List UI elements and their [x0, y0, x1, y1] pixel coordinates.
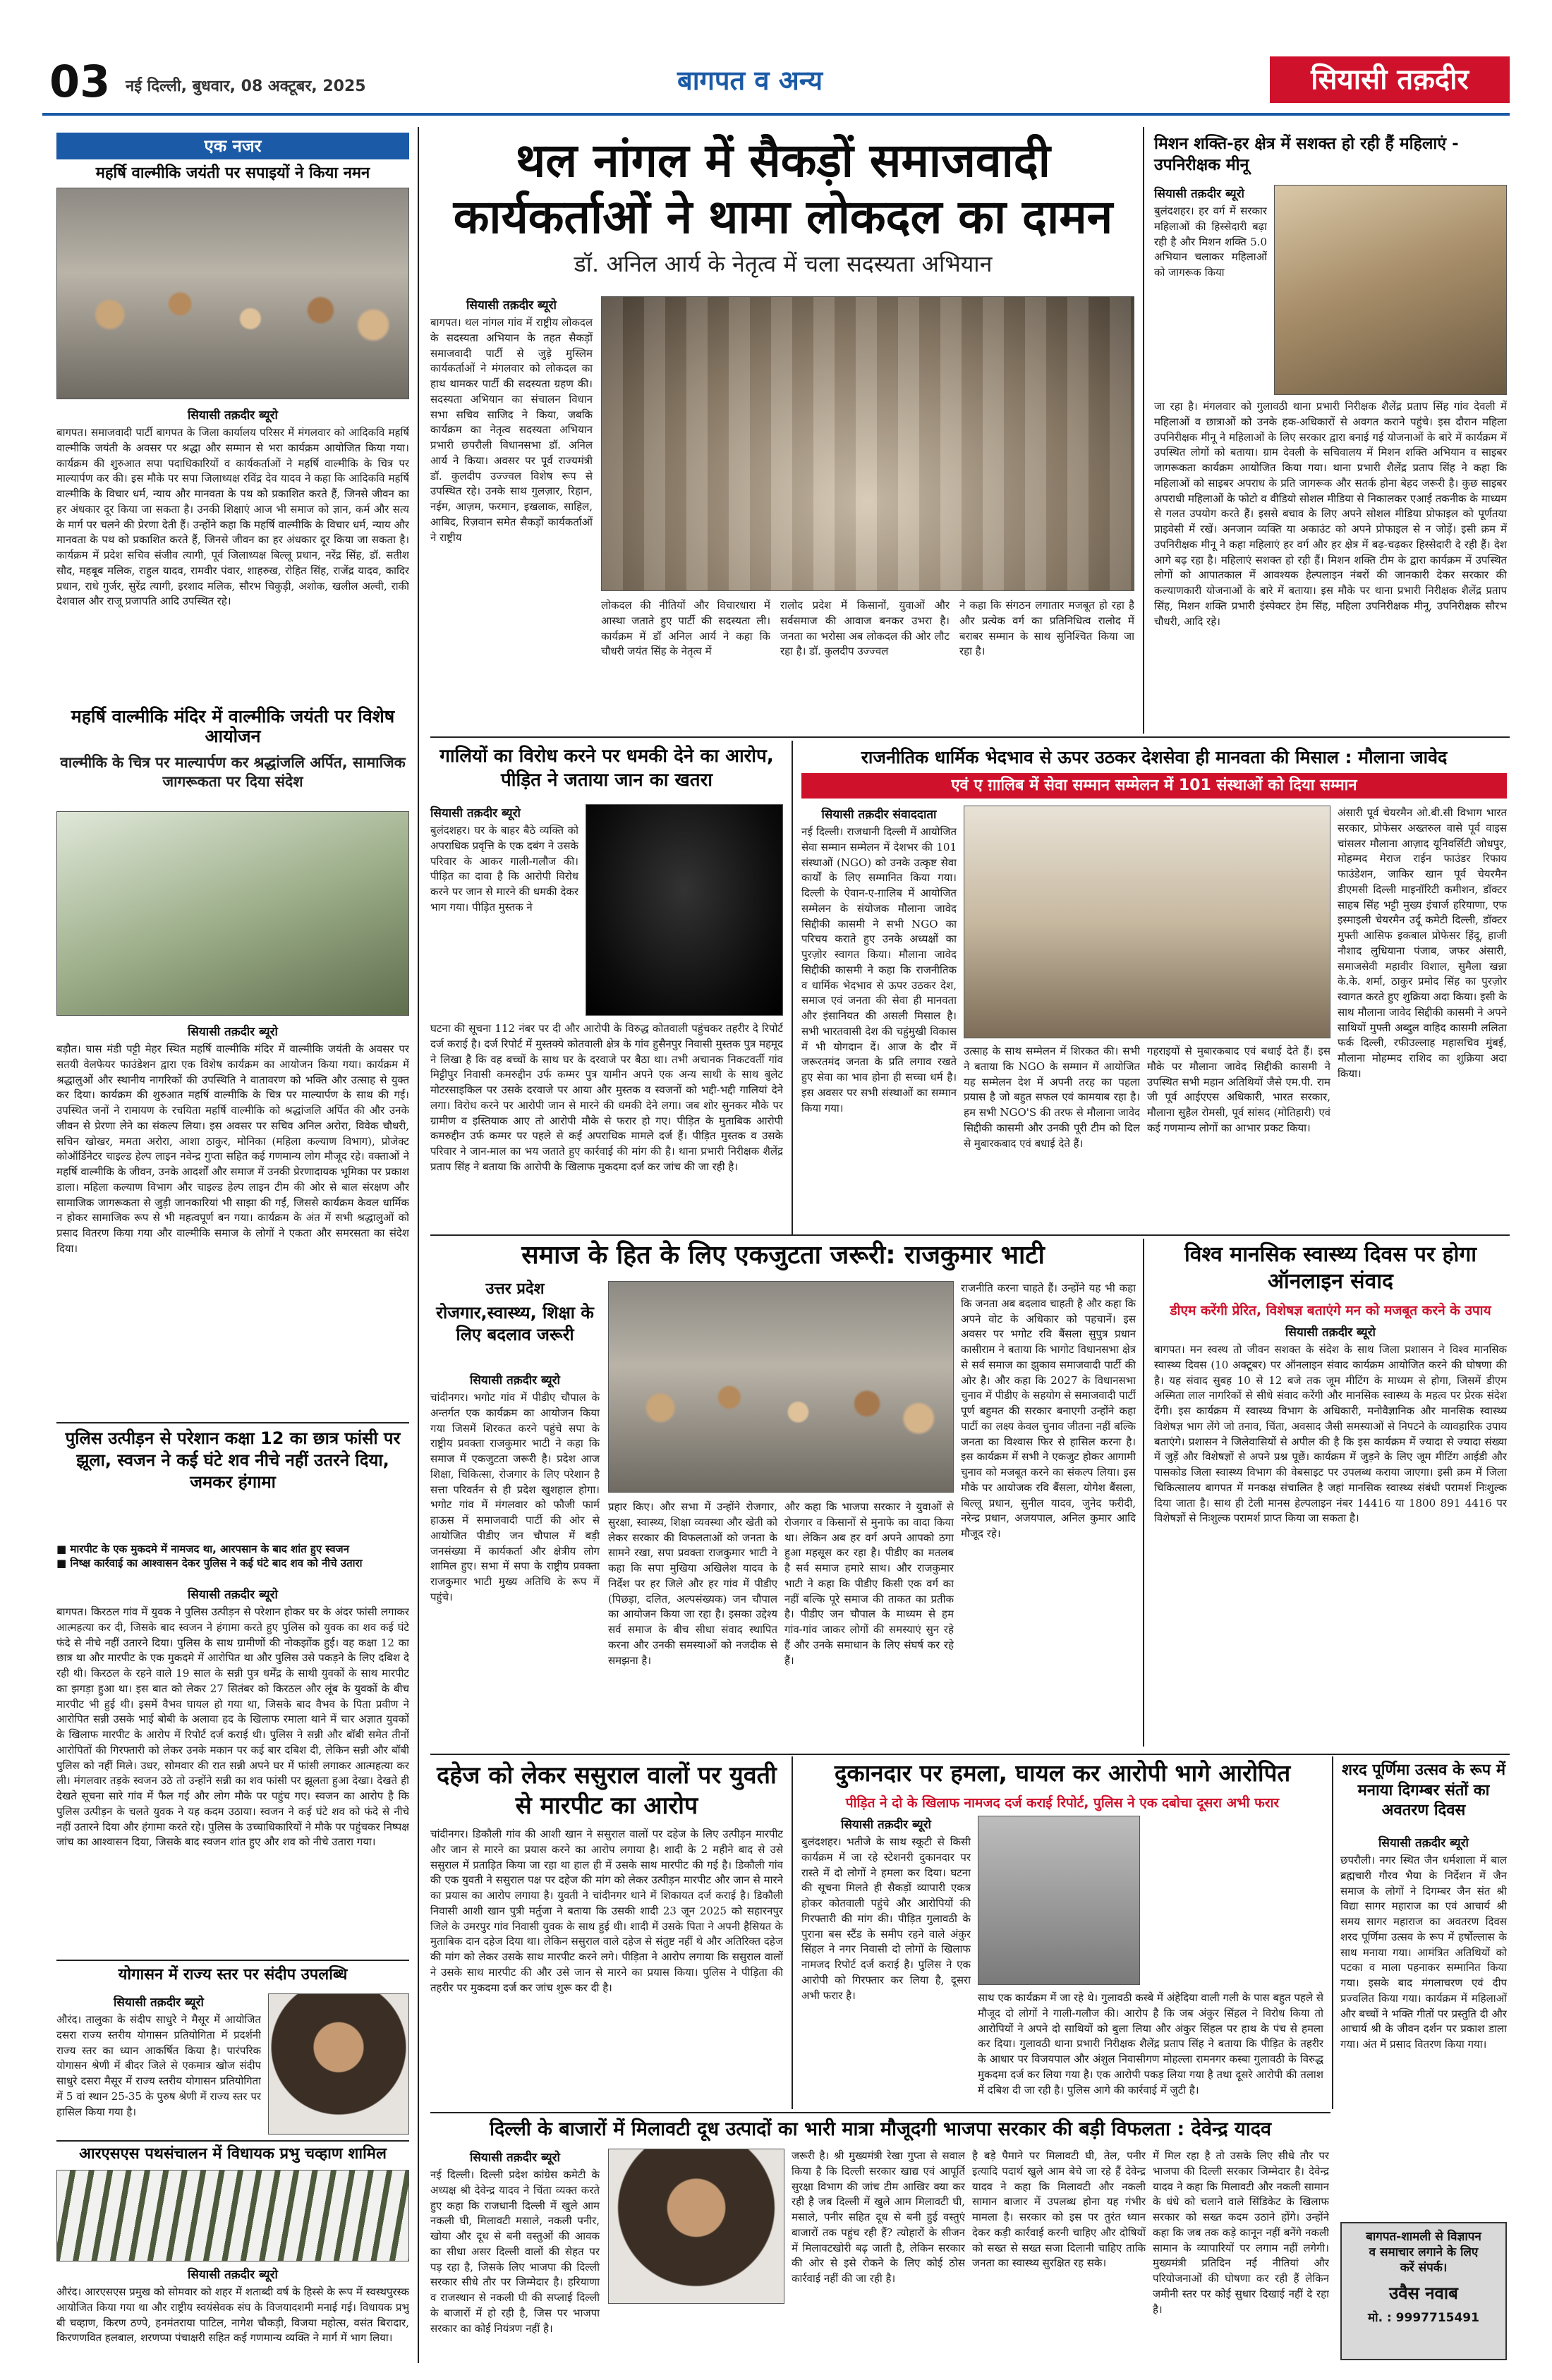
javed-subtitle: एवं ए ग़ालिब में सेवा सम्मान सम्मेलन में 101 संस्थाओं को दिया सम्मान	[801, 773, 1507, 799]
dukan-byline: सियासी तक़दीर ब्यूरो	[841, 1818, 931, 1832]
ad-line-1: बागपत-शामली से विज्ञापन	[1366, 2230, 1481, 2244]
milawat-article-col-1	[430, 2149, 600, 2360]
ek-nazar-byline: सियासी तक़दीर ब्यूरो	[188, 408, 278, 423]
rss-article	[56, 2266, 409, 2357]
mission-title: मिशन शक्ति-हर क्षेत्र में सशक्त हो रही हैं महिलाएं - उपनिरीक्षक मीनू	[1154, 135, 1459, 174]
milawat-title: दिल्ली के बाजारों में मिलावटी दूध उत्पादों का भारी मात्रा मौजूदगी भाजपा सरकार की बड़ी विफलता : देवेन्द्र यादव	[489, 2118, 1272, 2140]
lead-byline: सियासी तक़दीर ब्यूरो	[466, 298, 557, 312]
ad-line-2: व समाचार लगाने के लिए	[1369, 2245, 1479, 2260]
dahej-right-rule	[792, 1756, 793, 2109]
dateline: नई दिल्ली, बुधवार, 08 अक्टूबर, 2025	[126, 78, 366, 95]
rss-body: औरंद। आरएसएस प्रमुख को सोमवार को शहर में शताब्दी वर्ष के हिस्से के रूप में स्वस्थपुरस्क आयोजित किया गया था और राष्ट्रीय स्वयंसेवक संघ के विजयादशमी मनाई गई। विधायक प्रभु बी चव्हाण, किरण ठण्पे, हनमंतराया पाटिल, नागेश चौकड़ी, विजया महोत्स, वसंत बिरादार, किरणणवित हलबाल, शरणप्पा पंचाक्षरी सहित कई गणमान्य व्यक्ति ने मार्ग में भाग लिया।	[56, 2285, 409, 2345]
mission-body-wide: जा रहा है। मंगलवार को गुलावठी थाना प्रभारी निरीक्षक शैलेंद्र प्रताप सिंह गांव देवली में महिलाओं व छात्राओं को उनके हक-अधिकारों से अवगत कराने पहुंचे। इस दौरान महिला उपनिरीक्षक मीनू ने महिलाओं के लिए सरकार द्वारा बनाई गई योजनाओं के बारे में कार्यक्रम में उपस्थित लोगों को बताया। ग्राम देवली के सचिवालय में मिशन शक्ति अभियान व साइबर जागरूकता कार्यक्रम आयोजित किया गया। थाना प्रभारी शैलेंद्र प्रताप सिंह ने कहा कि महिलाओं को साइबर अपराध के प्रति जागरूक और सतर्क होना बेहद जरूरी है। कुछ साइबर अपराधी महिलाओं के फोटो व वीडियो सोशल मीडिया से निकालकर एआई तकनीक के माध्यम से गलत उपयोग करते हैं। इससे बचाव के लिए अपने सोशल मीडिया प्रोफाइल को पूर्णतया प्राइवेसी में रखें। अनजान व्यक्ति या अकाउंट को अपने प्रोफाइल से न जोड़ें। इसी क्रम में उपनिरीक्षक मीनू ने कहा महिलाएं हर वर्ग और हर क्षेत्र में बढ़-चढ़कर हिस्सेदारी दे रही हैं। देश आगे बढ़ रहा है। महिलाएं सशक्त हो रही हैं। मिशन शक्ति टीम के द्वारा कार्यक्रम में उपस्थित लोगों को आपातकाल में आवश्यक हेल्पलाइन नंबरों की जानकारी देकर सरकार की कल्याणकारी योजनाओं के बारे में बताया। इस मौके पर थाना प्रभारी निरीक्षक शैलेंद्र प्रताप सिंह, मिशन शक्ति प्रभारी इंस्पेक्टर हेम सिंह, महिला उपनिरीक्षक मीनू, उपनिरीक्षक सौरभ चौधरी, आदि रहे।	[1154, 400, 1507, 628]
milawat-byline: सियासी तक़दीर ब्यूरो	[470, 2151, 560, 2165]
valmiki-mandir-subtitle: वाल्मीकि के चित्र पर माल्यार्पण कर श्रद्धांजलि अर्पित, सामाजिक जागरूकता पर दिया संदेश	[60, 754, 406, 791]
rss-photo	[56, 2170, 409, 2261]
lead-right-rule	[1143, 127, 1144, 734]
left-column-rule	[418, 127, 419, 2363]
galiyon-byline: सियासी तक़दीर ब्यूरो	[430, 806, 521, 820]
dahej-body: चांदीनगर। डिकौली गांव की आशी खान ने ससुराल वालों पर दहेज के लिए उत्पीड़न मारपीट और जान से मारने का प्रयास करने का आरोप लगाया है। शादी के 2 महीने बाद से उसे ससुराल में प्रताड़ित किया जा रहा था हाल ही में उसके साथ मारपीट की गई है। डिकौली गांव की एक युवती ने ससुराल पक्ष पर दहेज की मांग को लेकर उत्पीड़न मारपीट और जान से मारने का प्रयास का आरोप लगाया है। युवती ने चांदीनगर थाने में शिकायत दर्ज कराई है। डिकौली निवासी आशी खान पुत्री मर्तुजा ने बताया कि उसकी शादी 23 जून 2025 को सहारनपुर जिले के उमरपुर गांव निवासी युवक के साथ हुई थी। शादी में उसके पिता ने अपनी हैसियत के मुताबिक दान दहेज दिया था। लेकिन ससुराल वाले दहेज से संतुष्ट नहीं थे और अतिरिक्त दहेज की मांग को लेकर उसके साथ मारपीट करने लगे। पीड़िता ने आरोप लगाया कि ससुराल वालों ने उसके साथ मारपीट की और उसे जान से मारने का प्रयास किया। पुलिस ने पीड़िता की तहरीर पर मुकदमा दर्ज कर जांच शुरू कर दी है।	[430, 1828, 783, 1994]
left-divider-1	[56, 1422, 409, 1423]
lead-article-col-1	[430, 296, 593, 730]
rajkumar-kicker-1: उत्तर प्रदेश	[485, 1280, 545, 1298]
fansi-byline: सियासी तक़दीर ब्यूरो	[188, 1588, 278, 1602]
lead-headline-1: थल नांगल में सैकड़ों समाजवादी	[516, 133, 1050, 188]
mission-byline: सियासी तक़दीर ब्यूरो	[1154, 187, 1244, 201]
javed-body-b: उत्साह के साथ सम्मेलन में शिरकत की। सभी ने बताया कि NGO के सम्मान में आयोजित यह सम्मेलन देश में अपनी तरह का पहला प्रयास है जो बहुत सफल एवं कामयाब रहा है। हम सभी NGO'S की तरफ से मौलाना जावेद सिद्दीकी कासमी और उनकी पूरी टीम को दिल से मुबारकबाद एवं बधाई देते हैं।	[964, 1045, 1140, 1150]
rajkumar-body-c: और कहा कि भाजपा सरकार ने युवाओं से रोजगार व किसानों से मुनाफे का वादा किया था। लेकिन अब हर वर्ग अपने आपको ठगा हुआ महसूस कर रहा है। पीडीए का मतलब है सर्व समाज हमारे साथ। और राजकुमार भाटी ने कहा कि पीडीए किसी एक वर्ग का नहीं बल्कि पूरे समाज की ताकत का प्रतीक है। पीडीए जन चौपाल के माध्यम से हम गांव-गांव जाकर लोगों की समस्याएं सुन रहे हैं और उनके समाधान के लिए संघर्ष कर रहे हैं।	[784, 1500, 954, 1667]
galiyon-right-rule	[792, 741, 793, 1234]
yoga-byline: सियासी तक़दीर ब्यूरो	[114, 1996, 204, 2010]
ek-nazar-title: महर्षि वाल्मीकि जयंती पर सपाइयों ने किया नमन	[95, 164, 370, 182]
javed-body-d: अंसारी पूर्व चेयरमैन ओ.बी.सी विभाग भारत सरकार, प्रोफेसर अख्तरुल वासे पूर्व वाइस चांसलर मौलाना आज़ाद यूनिवर्सिटी जोधपुर, मोहम्मद मेराज राईन फाउंडर रिफाय फाउंडेशन, जाकिर खान पूर्व चेयरमैन डीएमसी दिल्ली माइनॉरिटी कमीशन, डॉक्टर साहब सिंह भट्टी मुख्य इंचार्ज हरियाणा, एफ इस्माइली चेयरमैन उर्दू कमेटी दिल्ली, डॉक्टर मुफ्ती आसिफ इकबाल प्रोफेसर हिंदू, हाजी नौशाद लुधियाना पंजाब, जफर अंसारी, समाजसेवी महावीर विशाल, सुमैला खन्ना के.के. शर्मा, ठाकुर प्रमोद सिंह का पुरज़ोर स्वागत करते हुए शुक्रिया अदा किया। इसी के साथ मौलाना जावेद सिद्दीकी कासमी ने अपने साथियों मुफ्ती अब्दुल वाहिद कासमी ललिता फर्क दिल्ली, रफीउल्लाह महासचिव मुंबई, मौलाना मोहम्मद राशिद का शुक्रिया अदा किया।	[1338, 806, 1507, 1080]
rajkumar-body-d: राजनीति करना चाहते हैं। उन्होंने यह भी कहा कि जनता अब बदलाव चाहती है और कहा कि अपने वोट के अधिकार को पहचानें। इस अवसर पर भगोट रवि बैंसला सुपुत्र प्रधान कासीराम ने बताया कि भागोट विधानसभा क्षेत्र से सर्व समाज का झुकाव समाजवादी पार्टी की ओर है। और कहा कि 2027 के विधानसभा चुनाव में पीडीए के सहयोग से समाजवादी पार्टी पूर्ण बहुमत की सरकार बनाएगी उन्होंने कहा पार्टी का लक्ष्य केवल चुनाव जीतना नहीं बल्कि जनता का विश्वास फिर से हासिल करना है। इस कार्यक्रम में सभी ने एकजुट होकर आगामी चुनाव को मजबूत करने का संकल्प लिया। इस मौके पर आयोजक रवि बैंसला, योगेश बैंसला, बिल्लू प्रधान, सुनील यादव, जुनेद फरीदी, नरेन्द्र प्रधान, अजयपाल, अनिल कुमार आदि मौजूद रहे।	[961, 1282, 1136, 1540]
rajkumar-right-rule	[1143, 1239, 1144, 1747]
valmiki-mandir-title: महर्षि वाल्मीकि मंदिर में वाल्मीकि जयंती पर विशेष आयोजन	[71, 706, 395, 746]
yoga-photo	[268, 1993, 409, 2135]
dukan-body-b: साथ एक कार्यक्रम में जा रहे थे। गुलावठी कस्बे में अंहेदिया वाली गली के पास बहुत पहले से मौजूद दो लोगों ने गाली-गलौज की। आरोप है कि जब अंकुर सिंहल ने विरोध किया तो आरोपियों ने अपने दो साथियों को बुला लिया और अंकुर सिंहल पर हाथ के पंच से हमला कर दिया। गुलावठी थाना प्रभारी निरीक्षक शैलेंद्र प्रताप सिंह ने बताया कि पीड़ित के तहरीर के आधार पर विजयपाल और अंशुल निवासीगण मोहल्ला रामनगर कस्बा गुलावठी के विरुद्ध मुकदमा दर्ज कर लिया गया है। एक आरोपी पकड़ लिया गया है तथा दूसरे आरोपी की तलाश में दबिश दी जा रही है। पुलिस आगे की कार्रवाई में जुटी है।	[978, 1991, 1323, 2096]
milawat-body-a: नई दिल्ली। दिल्ली प्रदेश कांग्रेस कमेटी के अध्यक्ष श्री देवेन्द्र यादव ने चिंता व्यक्त करते हुए कहा कि राजधानी दिल्ली में खुले आम नकली घी, मिलावटी मसाले, नकली पनीर, खोया और दूध से बनी वस्तुओं की आवक का सीधा असर दिल्ली वालों की सेहत पर पड़ रहा है, जिसके लिए भाजपा की दिल्ली सरकार सीधे तौर पर जिम्मेदार है। हरियाणा व राजस्थान से नकली घी की सप्लाई दिल्ली के बाजारों में हो रही है, जिस पर भाजपा सरकार का कोई नियंत्रण नहीं है।	[430, 2168, 600, 2335]
row4-bottom-rule	[430, 2112, 1330, 2113]
fansi-article	[56, 1586, 409, 1953]
rajkumar-body-b: प्रहार किए। और सभा में उन्होंने रोजगार, सुरक्षा, स्वास्थ्य, शिक्षा व्यवस्था और खेती को लेकर सरकार की विफलताओं को जनता के सामने रखा, सपा प्रवक्ता राजकुमार भाटी ने कहा कि सपा मुखिया अखिलेश यादव के निर्देश पर हर जिले और हर गांव में पीडीए (पिछड़ा, दलित, अल्पसंख्यक) जन चौपाल का आयोजन किया जा रहा है। इसका उद्देश्य सर्व समाज के बीच सीधा संवाद स्थापित करना और उनकी समस्याओं को नजदीक से समझना है।	[608, 1500, 777, 1667]
ad-line-3: करें संपर्क।	[1400, 2261, 1448, 2276]
vishwa-subtitle: डीएम करेंगी प्रेरित, विशेषज्ञ बताएंगे मन को मजबूत करने के उपाय	[1170, 1303, 1491, 1318]
page-number: 03	[49, 56, 111, 107]
ek-nazar-label: एक नजर	[56, 133, 409, 159]
fansi-bullets	[56, 1542, 409, 1570]
rajkumar-byline: सियासी तक़दीर ब्यूरो	[470, 1373, 560, 1388]
galiyon-body-wide: घटना की सूचना 112 नंबर पर दी और आरोपी के विरुद्ध कोतवाली पहुंचकर तहरीर दे रिपोर्ट दर्ज कराई है। दर्ज रिपोर्ट में मुस्तक्ये कोतवाली क्षेत्र के गांव हुसैनपुर निवासी मुस्तक पुत्र महमूद ने लिखा है कि वह बच्चों के साथ घर के दरवाजे पर बैठा था। तभी अचानक निकटवर्ती गांव मिट्टीपुर निवासी कमरुद्दीन उर्फ कम्मर पुत्र यामीन अपने एक अन्य साथी के साथ बुलेट मोटरसाइकिल पर उसके दरवाजे पर आया और मुस्तक व स्वजनों को भद्दी-भद्दी गालियां देने लगा। विरोध करने पर आरोपी जान से मारने की धमकी देने लगा। जब शोर सुनकर मौके पर ग्रामीण व इस्तियाक आए तो आरोपी मौके से फरार हो गए। पीड़ित के मुताबिक आरोपी कमरुद्दीन उर्फ कम्मर पर पहले से कई अपराधिक मामले दर्ज हैं। पीड़ित मुस्तक व उसके परिवार ने जान-माल का भय जताते हुए कार्रवाई की मांग की है। थाना प्रभारी निरीक्षक शैलेंद्र प्रताप सिंह ने बताया कि आरोपी के खिलाफ मुकदमा दर्ज कर जांच की जा रही है।	[430, 1022, 783, 1173]
ad-name: उवैस नवाब	[1389, 2283, 1458, 2304]
milawat-body-d: में मिल रहा है तो उसके लिए सीधे तौर पर भाजपा की दिल्ली सरकार जिम्मेदार है। देवेन्द्र यादव ने कहा कि मिलावटी और नकली सामान के धंधे को चलाने वाले सिंडिकेट के खिलाफ सरकार को सख्त कदम उठाने होंगे। उन्होंने कहा कि जब तक कड़े कानून नहीं बनेंगे नकली सामान के व्यापारियों पर लगाम नहीं लगेगी। मुख्यमंत्री प्रतिदिन नई नीतियां और परियोजनाओं की घोषणा कर रही हैं लेकिन जमीनी स्तर पर कोई सुधार दिखाई नहीं दे रहा है।	[1153, 2149, 1329, 2316]
javed-photo	[964, 806, 1330, 1038]
rajkumar-title: समाज के हित के लिए एकजुटता जरूरी: राजकुमार भाटी	[521, 1241, 1045, 1270]
ad-box	[1340, 2222, 1507, 2360]
fansi-title: पुलिस उत्पीड़न से परेशान कक्षा 12 का छात्र फांसी पर झूला, स्वजन ने कई घंटे शव नीचे नहीं उतरने दिया, जमकर हंगामा	[65, 1428, 401, 1493]
ek-nazar-body: बागपत। समाजवादी पार्टी बागपत के जिला कार्यालय परिसर में मंगलवार को आदिकवि महर्षि वाल्मीकि जयंती के अवसर पर श्रद्धा और सम्मान से भरा कार्यक्रम आयोजित किया गया। कार्यक्रम की शुरुआत सपा पदाधिकारियों व कार्यकर्ताओं ने महर्षि वाल्मीकि के चित्र पर माल्यार्पण कर की। इस मौके पर सपा जिलाध्यक्ष रविंद्र देव यादव ने कहा कि आदिकवि महर्षि वाल्मीकि के विचार धर्म, न्याय और मानवता के पथ को प्रकाशित करते हैं, जिनसे जीवन का हर अंधकार दूर किया जा सकता है। उनकी शिक्षाएं आज भी समाज को ज्ञान, कर्म और सत्य के मार्ग पर चलने की प्रेरणा देती हैं। उन्होंने कहा कि महर्षि वाल्मीकि के विचार धर्म, न्याय और मानवता के पथ को प्रकाशित करते हैं, जिनसे जीवन का हर अंधकार दूर किया जा सकता है। कार्यक्रम में प्रदेश सचिव संजीव त्यागी, पूर्व जिलाध्यक्ष बिल्लू प्रधान, नरेंद्र सिंह, डॉ. सतीश सौद, महबूब मलिक, राहुल यादव, रामवीर पंवार, शाहरुख, रोहित सिंह, राजेंद्र यादव, कादिर प्रधान, राधे गुर्जर, सुरेंद्र त्यागी, इरशाद मलिक, सौरभ चिकुड़ी, अशोक, खलील अल्वी, राकी देशवाल और राजू प्रजापति आदि उपस्थित रहे।	[56, 426, 409, 608]
rajkumar-kicker-2: रोजगार,स्वास्थ्य, शिक्षा के लिए बदलाव जरूरी	[436, 1303, 594, 1345]
dukan-title: दुकानदार पर हमला, घायल कर आरोपी भागे आरोपित	[834, 1759, 1291, 1787]
vishwa-byline: सियासी तक़दीर ब्यूरो	[1285, 1325, 1376, 1340]
sharad-title: शरद पूर्णिमा उत्सव के रूप में मनाया दिगम्बर संतों का अवतरण दिवस	[1342, 1761, 1505, 1820]
mission-photo	[1274, 185, 1507, 395]
dukan-article-col-1	[801, 1816, 971, 2105]
dukan-photo	[978, 1816, 1140, 1985]
javed-byline: सियासी तक़दीर संवाददाता	[821, 808, 937, 822]
milawat-photo	[608, 2149, 784, 2304]
milawat-body-c: है बड़े पैमाने पर मिलावटी घी, तेल, पनीर इत्यादि पदार्थ खुले आम बेचे जा रहे हैं देवेन्द्र यादव ने कहा कि मिलावटी और नकली सामान बाजार में उपलब्ध होना यह गंभीर मामला है। सरकार को इस पर तुरंत ध्यान देकर कड़ी कार्रवाई करनी चाहिए और दोषियों को सख्त से सख्त सजा दिलानी चाहिए ताकि जनता का स्वास्थ्य सुरक्षित रह सके।	[972, 2149, 1146, 2270]
lead-body-c: रालोद प्रदेश में किसानों, युवाओं और सर्वसमाज की आवाज बनकर उभरा है। जनता का भरोसा अब लोकदल की ओर लौट रहा है। डॉ. कुलदीप उज्ज्वल	[780, 599, 950, 658]
javed-body-c: गहराइयों से मुबारकबाद एवं बधाई देते हैं। इस मौके पर मौलाना जावेद सिद्दीकी कासमी ने उपस्थित सभी महान अतिथियों जैसे एम.पी. राम जी पूर्व आईएएस अधिकारी, भारत सरकार, मौलाना सुहैल रोमसी, पूर्व सांसद (मोतिहारी) एवं कई गणमान्य लोगों का आभार प्रकट किया।	[1147, 1045, 1330, 1134]
vishwa-body: बागपत। मन स्वस्थ तो जीवन सशक्त के संदेश के साथ जिला प्रशासन ने विश्व मानसिक स्वास्थ्य दिवस (10 अक्टूबर) पर ऑनलाइन संवाद कार्यक्रम आयोजित करने की घोषणा की है। यह संवाद सुबह 10 से 12 बजे तक जूम मीटिंग के माध्यम से होगा, जिसमें डीएम अस्मिता लाल नागरिकों से सीधे संवाद करेंगी और मानसिक स्वास्थ्य के महत्व पर प्रेरक संदेश देंगी। इस कार्यक्रम में स्वास्थ्य विभाग के अधिकारी, मनोवैज्ञानिक और मानसिक स्वास्थ्य विशेषज्ञ भाग लेंगे जो तनाव, चिंता, अवसाद जैसी समस्याओं से निपटने के व्यावहारिक उपाय बताएंगे। प्रशासन ने जिलेवासियों से अपील की है कि इस कार्यक्रम में ज्यादा से ज्यादा संख्या में जुड़ें और विशेषज्ञों से अपने प्रश्न पूछें। कार्यक्रम में जुड़ने के लिए जूम मीटिंग आईडी और पासकोड जिला स्वास्थ्य विभाग की वेबसाइट पर उपलब्ध कराया जाएगा। इसी क्रम में जिला चिकित्सालय बागपत में मनकक्ष संचालित है जहां मानसिक स्वास्थ्य संबंधी परामर्श निःशुल्क दिया जाता है। साथ ही टेली मानस हेल्पलाइन नंबर 14416 या 1800 891 4416 पर विशेषज्ञों से निःशुल्क परामर्श प्राप्त किया जा सकता है।	[1154, 1343, 1507, 1525]
row2-bottom-rule	[430, 1234, 1510, 1236]
rajkumar-body-a: चांदीनगर। भगोट गांव में पीडीए चौपाल के अन्तर्गत एक कार्यक्रम का आयोजन किया गया जिसमें शिरकत करने पहुंचे सपा के राष्ट्रीय प्रवक्ता राजकुमार भाटी ने कहा कि समाज में एकजुटता जरूरी है। प्रदेश आज शिक्षा, चिकित्सा, रोजगार के लिए परेशान है सत्ता परिवर्तन से ही प्रदेश खुशहाल होगा। भगोट गांव में मंगलवार को फौजी फार्म हाऊस में समाजवादी पार्टी की ओर से आयोजित पीडीए जन चौपाल में बड़ी जनसंख्या में कार्यकर्ता और क्षेत्रीय लोग शामिल हुए। सभा में सपा के राष्ट्रीय प्रवक्ता राजकुमार भाटी मुख्य अतिथि के रूप में पहुंचे।	[430, 1391, 600, 1603]
yoga-body: औरंद। तालुका के संदीप साधुरे ने मैसूर में आयोजित दसरा राज्य स्तरीय योगासन प्रतियोगिता में प्रदर्शनी राज्य स्तर का ध्यान आकर्षित किया है। पारंपरिक योगासन श्रेणी में बीदर जिले से एकमात्र खोज संदीप साधुरे दसरा मैसूर में राज्य स्तरीय योगासन प्रतियोगिता में 5 वां स्थान 25-35 के पुरुष श्रेणी में राज्य स्तर पर हासिल किया गया है।	[56, 2013, 261, 2118]
fansi-bullet-1: ■ मारपीट के एक मुकदमे में नामजद था, आरपसान के बाद शांत हुए स्वजन	[56, 1543, 349, 1555]
fansi-bullet-2: ■ निष्क्ष कार्रवाई का आश्वासन देकर पुलिस ने कई घंटे बाद शव को नीचे उतारा	[56, 1557, 363, 1570]
galiyon-title: गालियों का विरोध करने पर धमकी देने का आरोप, पीड़ित ने जताया जान का खतरा	[439, 746, 774, 791]
vishwa-article	[1154, 1323, 1507, 1747]
lead-body-d: ने कहा कि संगठन लगातार मजबूत हो रहा है और प्रत्येक वर्ग का प्रतिनिधित्व रालोद में बराबर सम्मान के साथ सुनिश्चित किया जा रहा है।	[959, 599, 1134, 658]
vishwa-title: विश्व मानसिक स्वास्थ्य दिवस पर होगा ऑनलाइन संवाद	[1184, 1242, 1477, 1294]
valmiki-mandir-article	[56, 1023, 409, 1418]
masthead-rule	[42, 113, 1510, 116]
ek-nazar-article	[56, 406, 409, 701]
yoga-article	[56, 1993, 261, 2135]
ad-mobile: मो. : 9997715491	[1368, 2311, 1479, 2326]
valmiki-mandir-body: बड़ौत। घास मंडी पट्टी मेहर स्थित महर्षि वाल्मीकि मंदिर में वाल्मीकि जयंती के अवसर पर सतयी वेलफेयर फाउंडेशन द्वारा एक विशेष कार्यक्रम का आयोजन किया गया। कार्यक्रम में श्रद्धालुओं और स्थानीय नागरिकों की उपस्थिति ने वातावरण को भक्ति और उत्साह से युक्त कर दिया। कार्यक्रम की शुरुआत महर्षि वाल्मीकि के चित्र पर माल्यार्पण के साथ की गई। उपस्थित जनों ने रामायण के रचयिता महर्षि वाल्मीकि को श्रद्धांजलि अर्पित की और उनके जीवन से प्रेरणा लेने का संकल्प लिया। इस अवसर पर सचिव अनिल अरोरा, विवेक चौधरी, सचिन खोखर, ममता अरोरा, आशा ठाकुर, मोनिका (महिला कल्याण विभाग), प्रोजेक्ट कोऑर्डिनेटर चाइल्ड हेल्प लाइन नवेन्द्र गुप्ता सहित कई गणमान्य लोग मौजूद रहे। वक्ताओं ने महर्षि वाल्मीकि के जीवन, उनके आदर्शों और समाज में उनकी प्रेरणादायक भूमिका पर प्रकाश डाला। महिला कल्याण विभाग और चाइल्ड हेल्प लाइन टीम की ओर से बाल संरक्षण और सामाजिक जागरूकता से जुड़ी जानकारियां भी साझा की गईं, जिससे कार्यक्रम केवल धार्मिक न होकर सामाजिक रूप से भी महत्वपूर्ण बन गया। कार्यक्रम के अंत में सभी श्रद्धालुओं को प्रसाद वितरण किया गया और वाल्मीकि समाज के लोगों ने एकता और समरसता का संदेश दिया।	[56, 1043, 409, 1255]
lead-photo	[601, 296, 1134, 591]
fansi-bullet-2-text: निष्क्ष कार्रवाई का आश्वासन देकर पुलिस ने कई घंटे बाद शव को नीचे उतारा	[70, 1557, 363, 1570]
fansi-bullet-1-text: मारपीट के एक मुकदमे में नामजद था, आरपसान के बाद शांत हुए स्वजन	[70, 1543, 349, 1555]
javed-title: राजनीतिक धार्मिक भेदभाव से ऊपर उठकर देशसेवा ही मानवता की मिसाल : मौलाना जावेद	[861, 747, 1448, 767]
section-title: बागपत व अन्य	[677, 65, 823, 96]
rss-title: आरएसएस पथसंचालन में विधायक प्रभु चव्हाण शामिल	[79, 2145, 387, 2163]
galiyon-body-narrow: बुलंदशहर। घर के बाहर बैठे व्यक्ति को अपराधिक प्रवृत्ति के एक दबंग ने उसके परिवार के आकर गाली-गलौज की। पीड़ित का दावा है कि आरोपी विरोध करने पर जान से मारने की धमकी देकर भाग गया। पीड़ित मुस्तक ने	[430, 824, 578, 913]
lead-body-a: बागपत। थल नांगल गांव में राष्ट्रीय लोकदल के सदस्यता अभियान के तहत सैकड़ों समाजवादी पार्टी से जुड़े मुस्लिम कार्यकर्ताओं ने मंगलवार को लोकदल का हाथ थामकर पार्टी की सदस्यता ग्रहण की। सदस्यता अभियान का संचालन विधान सभा सचिव साजिद ने किया, जबकि कार्यक्रम का नेतृत्व सदस्यता अभियान प्रभारी छपरौली विधानसभा डॉ. अनिल आर्य ने किया। अवसर पर पूर्व राज्यमंत्री डॉ. कुलदीप उज्ज्वल विशेष रूप से उपस्थित रहे। उनके साथ गुलज़ार, रिहान, नईम, आज़म, फरमान, इखलाक, साहिल, आबिद, रिज़वान समेत सैकड़ों कार्यकर्ताओं ने राष्ट्रीय	[430, 316, 593, 544]
sharad-byline: सियासी तक़दीर ब्यूरो	[1378, 1836, 1469, 1850]
galiyon-article-narrow	[430, 804, 578, 1016]
valmiki-photo-sp	[56, 188, 409, 399]
masthead	[42, 56, 1510, 110]
lead-headline-2: कार्यकर्ताओं ने थामा लोकदल का दामन	[453, 190, 1113, 244]
rajkumar-photo	[608, 1281, 954, 1493]
lead-body-b: लोकदल की नीतियों और विचारधारा में आस्था जताते हुए पार्टी की सदस्यता ली। कार्यक्रम में डॉ अनिल आर्य ने कहा कि चौधरी जयंत सिंह के नेतृत्व में	[601, 599, 770, 658]
dahej-title: दहेज को लेकर ससुराल वालों पर युवती से मारपीट का आरोप	[437, 1761, 777, 1820]
valmiki-mandir-byline: सियासी तक़दीर ब्यूरो	[188, 1025, 278, 1039]
dukan-right-rule	[1332, 1756, 1333, 2109]
mission-body-narrow: बुलंदशहर। हर वर्ग में सरकार महिलाओं की हिस्सेदारी बढ़ा रही है और मिशन शक्ति 5.0 अभियान चलाकर महिलाओं को जागरूक किया	[1154, 205, 1267, 279]
dukan-subtitle: पीड़ित ने दो के खिलाफ नामजद दर्ज कराई रिपोर्ट, पुलिस ने एक दबोचा दूसरा अभी फरार	[845, 1795, 1280, 1811]
lead-subhead: डॉ. अनिल आर्य के नेतृत्व में चला सदस्यता अभियान	[574, 250, 993, 277]
sharad-article	[1340, 1834, 1507, 2257]
dukan-body-a: बुलंदशहर। भतीजे के साथ स्कूटी से किसी कार्यक्रम में जा रहे स्टेशनरी दुकानदार पर रास्ते में दो लोगों ने हमला कर दिया। घटना की सूचना मिलते ही सैकड़ों व्यापारी एकत्र होकर कोतवाली पहुंचे और आरोपियों की गिरफ्तारी की मांग की। पीड़ित गुलावठी के पुराना बस स्टैंड के समीप रहने वाले अंकुर सिंहल ने नगर निवासी दो लोगों के खिलाफ नामजद रिपोर्ट दर्ज कराई है। पुलिस ने एक आरोपी को गिरफ्तार कर लिया है, दूसरा अभी फरार है।	[801, 1835, 971, 2002]
milawat-body-b: जरूरी है। श्री मुख्यमंत्री रेखा गुप्ता से सवाल किया है कि दिल्ली सरकार खाद्य एवं आपूर्ति सुरक्षा विभाग की जांच टीम आखिर क्या कर रही है जब दिल्ली में खुले आम मिलावटी घी, मसाले, पनीर सहित दूध से बनी हुई वस्तुएं बाजारों तक पहुंच रही हैं? त्योहारों के सीजन में मिलावटखोरी बढ़ जाती है, लेकिन सरकार की ओर से इसे रोकने के लिए कोई ठोस कार्रवाई नहीं की जा रही है।	[792, 2149, 965, 2285]
left-divider-2	[56, 1960, 409, 1961]
valmiki-mandir-photo	[56, 811, 409, 1016]
sharad-body: छपरौली। नगर स्थित जैन धर्मशाला में बाल ब्रह्मचारी गौरव भैया के निर्देशन में जैन समाज के लोगों ने दिगम्बर जैन संत श्री विद्या सागर महाराज का एवं आचार्य श्री समय सागर महाराज का अवतरण दिवस शरद पूर्णिमा उत्सव के रूप में हर्षोल्लास के साथ मनाया गया। आमंत्रित अतिथियों को पटका व माला पहनाकर सम्मानित किया गया। इसके बाद मंगलाचरण एवं दीप प्रज्वलित किया गया। कार्यक्रम में महिलाओं और बच्चों ने भक्ति गीतों पर प्रस्तुति दी और आचार्य श्री के जीवन दर्शन पर प्रकाश डाला गया। अंत में प्रसाद वितरण किया गया।	[1340, 1854, 1507, 2051]
rajkumar-article-col-1	[430, 1371, 600, 1747]
left-divider-3	[56, 2140, 409, 2142]
mission-article-narrow	[1154, 185, 1267, 395]
paper-name: सियासी तक़दीर	[1270, 56, 1510, 103]
row1-bottom-rule	[430, 736, 1510, 738]
galiyon-photo	[586, 804, 783, 1016]
javed-article-col-1	[801, 806, 957, 1227]
rss-byline: सियासी तक़दीर ब्यूरो	[188, 2268, 278, 2282]
yoga-title: योगासन में राज्य स्तर पर संदीप उपलब्धि	[118, 1966, 348, 1984]
javed-body-a: नई दिल्ली। राजधानी दिल्ली में आयोजित सेवा सम्मान सम्मेलन में देशभर की 101 संस्थाओं (NGO) को उनके उत्कृष्ट सेवा कार्यों के लिए सम्मानित किया गया। दिल्ली के ऐवान-ए-ग़ालिब में आयोजित सम्मेलन के संयोजक मौलाना जावेद सिद्दीकी कासमी ने सभी NGO का परिचय कराते हुए उनके अध्यक्षों का पुरज़ोर स्वागत किया। मौलाना जावेद सिद्दीकी कासमी ने कहा कि राजनीतिक व धार्मिक भेदभाव से ऊपर उठकर देश, समाज एवं जनता की सेवा ही मानवता और इंसानियत की असली मिसाल है। सभी भारतवासी देश की चहुंमुखी विकास में भी योगदान दें। आज के दौर में जरूरतमंद जनता के प्रति लगाव रखते हुए सेवा का भाव होना ही सच्चा धर्म है। इस अवसर पर सभी संस्थाओं का सम्मान किया गया।	[801, 825, 957, 1115]
fansi-body: बागपत। किरठल गांव में युवक ने पुलिस उत्पीड़न से परेशान होकर घर के अंदर फांसी लगाकर आत्महत्या कर दी, जिसके बाद स्वजन ने हंगामा करते हुए पुलिस को युवक का शव कई घंटे फंदे से नीचे नहीं उतारने दिया। पुलिस के साथ ग्रामीणों की नोकझोंक हुई। वह कक्षा 12 का छात्र था और मारपीट के एक मुकदमे में आरोपित था और पुलिस उसे पकड़ने के लिए दबिश दे रही थी। किरठल के रहने वाले 19 साल के सन्नी पुत्र धर्मेंद्र के साथी युवकों के साथ मारपीट का झगड़ा हुआ था। इस बात को लेकर 27 सितंबर को किरठल और लूंब के युवकों के बीच मारपीट भी हुई थी। इसमें वैभव घायल हो गया था, जिसके बाद वैभव के पिता प्रवीण ने आरोपित सन्नी उसके भाई बोबी के अलावा हद के खिलाफ रमाला थाने में चार अज्ञात युवकों के खिलाफ मारपीट के आरोप में रिपोर्ट दर्ज कराई थी। पुलिस ने सन्नी और बॉबी समेत तीनों आरोपितों की गिरफ्तारी को लेकर उनके मकान पर कई बार दबिश दी, लेकिन सन्नी और बॉबी पुलिस को नहीं मिले। उधर, सोमवार की रात सन्नी अपने घर में फांसी लगाकर आत्महत्या कर ली। मंगलवार तड़के स्वजन उठे तो उन्होंने सन्नी का शव फांसी पर झूलता हुआ देखा। देखते ही देखते सूचना सारे गांव में फैल गई और लोग मौके पर पहुंच गए। स्वजन का आरोप है कि पुलिस उत्पीड़न के चलते युवक ने यह कदम उठाया। स्वजन ने कई घंटे शव को फंदे से नीचे नहीं उतारने दिया और हंगामा करते रहे। पुलिस के उच्चाधिकारियों ने मौके पर पहुंचकर निष्पक्ष जांच का आश्वासन दिया, जिसके बाद स्वजन शांत हुए और शव को नीचे उतारा गया।	[56, 1605, 409, 1849]
row3-bottom-rule	[430, 1754, 1510, 1755]
